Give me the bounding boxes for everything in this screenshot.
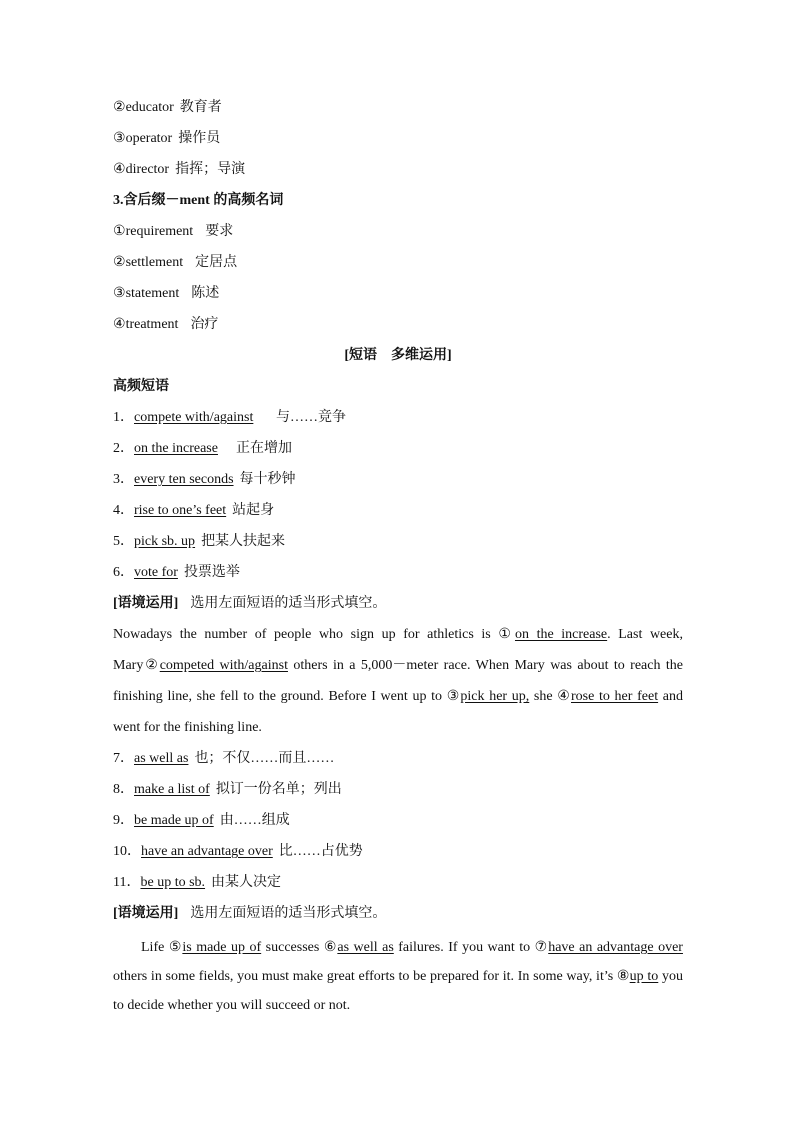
phrase-answer: as well as — [134, 751, 189, 766]
phrases-heading: 高频短语 — [113, 379, 169, 394]
cloze-answer: up to — [629, 969, 659, 984]
phrase-item — [113, 495, 683, 526]
vocab-meaning: 要求 — [205, 224, 234, 239]
item-marker: ① — [113, 224, 126, 239]
phrase-item — [113, 464, 683, 495]
context-instruction — [113, 898, 683, 929]
phrase-item — [113, 526, 683, 557]
blank-marker: ⑥ — [323, 940, 338, 955]
passage-text: others in a 5,000－meter race. When Mary was about to reach the finishing line, she fell to the ground. Before I went up to — [113, 658, 683, 704]
phrase-item — [113, 557, 683, 588]
vocab-word: settlement — [125, 255, 184, 270]
item-marker: ③ — [113, 131, 126, 146]
vocab-meaning: 定居点 — [195, 255, 238, 270]
cloze-answer: rose to her feet — [571, 689, 659, 704]
phrase-number: 2． — [113, 441, 134, 456]
vocab-word: statement — [125, 286, 180, 301]
instruction-text: 选用左面短语的适当形式填空。 — [190, 906, 387, 921]
phrase-meaning: 把某人扶起来 — [201, 534, 286, 549]
phrase-item — [113, 402, 683, 433]
item-marker: ② — [113, 100, 126, 115]
blank-marker: ② — [143, 658, 160, 673]
phrase-meaning: 由某人决定 — [211, 875, 282, 890]
phrase-number: 6． — [113, 565, 134, 580]
phrase-meaning: 站起身 — [232, 503, 275, 518]
item-marker: ③ — [113, 286, 126, 301]
passage-text: you to decide whether you will succeed or not. — [113, 969, 683, 1013]
phrase-number: 9． — [113, 813, 134, 828]
blank-marker: ① — [498, 627, 515, 642]
phrase-answer: pick sb. up — [134, 534, 196, 549]
phrase-meaning: 由……组成 — [219, 813, 290, 828]
phrase-meaning: 每十秒钟 — [239, 472, 296, 487]
vocab-item — [113, 278, 683, 309]
blank-marker: ⑤ — [168, 940, 183, 955]
vocab-word: director — [125, 162, 170, 177]
blank-marker: ⑧ — [616, 969, 630, 984]
phrase-answer: rise to one’s feet — [134, 503, 227, 518]
vocab-word: operator — [125, 131, 173, 146]
passage-text: Life — [141, 940, 169, 955]
vocab-item — [113, 309, 683, 340]
phrase-number: 10． — [113, 844, 141, 859]
vocab-item — [113, 123, 683, 154]
vocab-item — [113, 216, 683, 247]
context-label: [语境运用] — [113, 906, 179, 921]
vocab-item — [113, 92, 683, 123]
phrase-answer: be up to sb. — [140, 875, 206, 890]
cloze-answer: as well as — [337, 940, 394, 955]
phrase-item — [113, 743, 683, 774]
phrase-number: 11． — [113, 875, 141, 890]
passage-text: successes — [261, 940, 324, 955]
phrase-meaning: 拟订一份名单；列出 — [215, 782, 342, 797]
phrase-item — [113, 867, 683, 898]
phrase-item — [113, 805, 683, 836]
suffix-or-list — [113, 92, 683, 185]
context-passage-1 — [113, 619, 683, 743]
vocab-meaning: 教育者 — [179, 100, 222, 115]
phrase-answer: compete with/against — [134, 410, 254, 425]
item-marker: ④ — [113, 162, 126, 177]
section-title: [短语 多维运用] — [344, 348, 452, 363]
phrase-list-2 — [113, 743, 683, 898]
passage-text: failures. If you want to — [393, 940, 535, 955]
phrase-meaning: 比……占优势 — [278, 844, 363, 859]
phrase-number: 3． — [113, 472, 134, 487]
phrase-item — [113, 774, 683, 805]
phrase-answer: vote for — [134, 565, 178, 580]
vocab-word: treatment — [125, 317, 179, 332]
document-page — [113, 92, 683, 1020]
cloze-answer: is made up of — [182, 940, 262, 955]
vocab-word: requirement — [125, 224, 194, 239]
phrase-answer: have an advantage over — [141, 844, 273, 859]
phrase-list-1 — [113, 402, 683, 588]
phrase-number: 8． — [113, 782, 134, 797]
phrase-answer: make a list of — [134, 782, 210, 797]
phrase-item — [113, 836, 683, 867]
phrase-answer: on the increase — [134, 441, 218, 456]
phrase-answer: be made up of — [134, 813, 214, 828]
passage-text: she — [529, 689, 558, 704]
vocab-item — [113, 154, 683, 185]
cloze-answer: have an advantage over — [548, 940, 683, 955]
phrase-meaning: 正在增加 — [236, 441, 292, 456]
section-heading: 3.含后缀－ment 的高频名词 — [113, 193, 284, 208]
phrase-number: 7． — [113, 751, 134, 766]
instruction-text: 选用左面短语的适当形式填空。 — [190, 596, 387, 611]
context-label: [语境运用] — [113, 596, 179, 611]
phrase-answer: every ten seconds — [134, 472, 234, 487]
item-marker: ④ — [113, 317, 126, 332]
vocab-word: educator — [125, 100, 174, 115]
passage-text: and went for the finishing line. — [113, 689, 683, 735]
context-passage-2 — [113, 933, 683, 1020]
phrase-number: 5． — [113, 534, 134, 549]
cloze-answer: competed with/against — [159, 658, 288, 673]
blank-marker: ③ — [446, 689, 461, 704]
phrase-number: 4． — [113, 503, 134, 518]
vocab-meaning: 陈述 — [191, 286, 220, 301]
phrase-meaning: 也；不仅……而且…… — [194, 751, 335, 766]
vocab-item — [113, 247, 683, 278]
phrase-meaning: 投票选举 — [183, 565, 240, 580]
phrase-meaning: 与……竞争 — [276, 410, 346, 425]
phrase-number: 1． — [113, 410, 134, 425]
passage-text: others in some fields, you must make great efforts to be prepared for it. In some way, it’s — [113, 969, 617, 984]
vocab-meaning: 操作员 — [178, 131, 221, 146]
blank-marker: ⑦ — [534, 940, 549, 955]
cloze-answer: on the increase — [514, 627, 608, 642]
vocab-meaning: 指挥；导演 — [175, 162, 246, 177]
suffix-ment-list — [113, 216, 683, 340]
item-marker: ② — [113, 255, 126, 270]
passage-text: Nowadays the number of people who sign up for athletics is — [113, 627, 499, 642]
phrase-item — [113, 433, 683, 464]
cloze-answer: pick her up, — [460, 689, 530, 704]
blank-marker: ④ — [557, 689, 571, 704]
vocab-meaning: 治疗 — [190, 317, 219, 332]
passage-text: . Last week, Mary — [113, 627, 683, 673]
context-instruction — [113, 588, 683, 619]
